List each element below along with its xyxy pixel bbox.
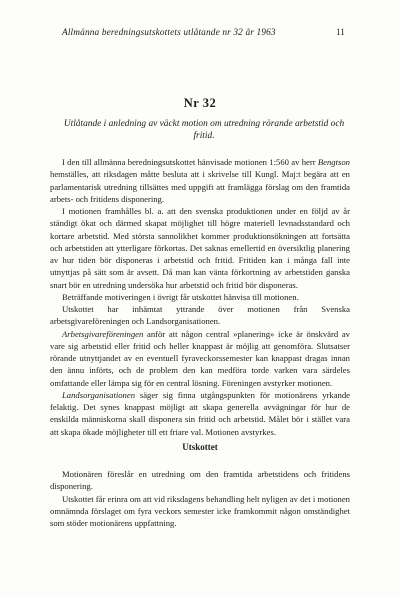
paragraph-motion-text-a: I den till allmänna beredningsutskottet hänvisade motionen 1:560 av herr	[62, 157, 318, 167]
section-heading: Utskottet	[182, 442, 218, 452]
lo-statement: säger sig finna utgångspunkten för motionärens yrkande felaktig. Det synes knappast möjligt att skapa generella avvägningar för hur de enskilda människorna skall disponera sin fritid och arbetstid. Målet bör i stället vara att skapa ökade möjligheter till ett friare val. Motionen avstyrkes.	[50, 389, 350, 437]
paragraph-employers	[50, 328, 350, 389]
page-number: 11	[336, 28, 345, 38]
paragraph-motivation: I motionen framhålles bl. a. att den svenska produktionen under en följd av år ständigt ökat och därmed skapat möjlighet till högre materiell levnadsstandard och kortare arbetstid. Med största sannolikhet kommer produktionsökningen att fortsätta och arbetstiden att ytterligare förkortas. Det saknas emellertid en översiktlig planering av hur tiden bör disponeras i arbetstid och fritid. Fritiden kan i många fall inte utnyttjas på sätt som är avsett. Då man kan vänta förkortning av arbetstiden ganska snart bör en utredning undersöka hur arbetstid och fritid bör disponeras.	[50, 206, 350, 290]
motioner-name: Bengtson	[317, 157, 350, 167]
employers-statement: anför att någon central »planering» icke är önskvärd av vare sig arbetstid eller fritid och heller knappast är möjlig att genomföra. Slutsatser rörande utnyttjandet av en eventuell fyraveckorssemester kan knappast dragas innan den ännu införts, och de problem den kan medföra torde varken vara särdeles omfattande eller lämpa sig för en central lösning. Föreningen avstyrker motionen.	[50, 328, 350, 388]
employers-association-name: Arbetsgivareföreningen	[62, 328, 144, 339]
paragraph-reference: Beträffande motiveringen i övrigt får utskottet hänvisa till motionen.	[62, 291, 299, 302]
paragraph-motion	[50, 156, 350, 205]
body-text	[50, 156, 350, 438]
document-number: Nr 32	[183, 96, 217, 110]
paragraph-motion-text-b: hemställes, att riksdagen måtte besluta att i skrivelse till Kungl. Maj:t begära att en parlamentarisk utredning tillsättes med uppgift att framlägga förslag om den framtida arbets- och fritidens disponering.	[50, 169, 350, 204]
paragraph-statements: Utskottet har inhämtat yttrande över motionen från Svenska arbetsgivareföreningen och Landsorganisationen.	[50, 304, 350, 327]
section-body	[50, 468, 350, 529]
paragraph-lo	[50, 389, 350, 438]
section-paragraph-1: Motionären föreslår en utredning om den framtida arbetstidens och fritidens disponering.	[50, 469, 350, 492]
lo-name: Landsorganisationen	[62, 389, 136, 400]
section-paragraph-2: Utskottet får erinra om att vid riksdagens behandling helt nyligen av det i motionen omnämnda förslaget om fyra veckors semester icke framkommit någon omständighet som stöder motionärens uppfattning.	[50, 493, 350, 528]
document-subtitle: Utlåtande i anledning av väckt motion om utredning rörande arbetstid och fritid.	[63, 119, 345, 141]
running-header: Allmänna beredningsutskottets utlåtande nr 32 år 1963	[62, 28, 276, 38]
